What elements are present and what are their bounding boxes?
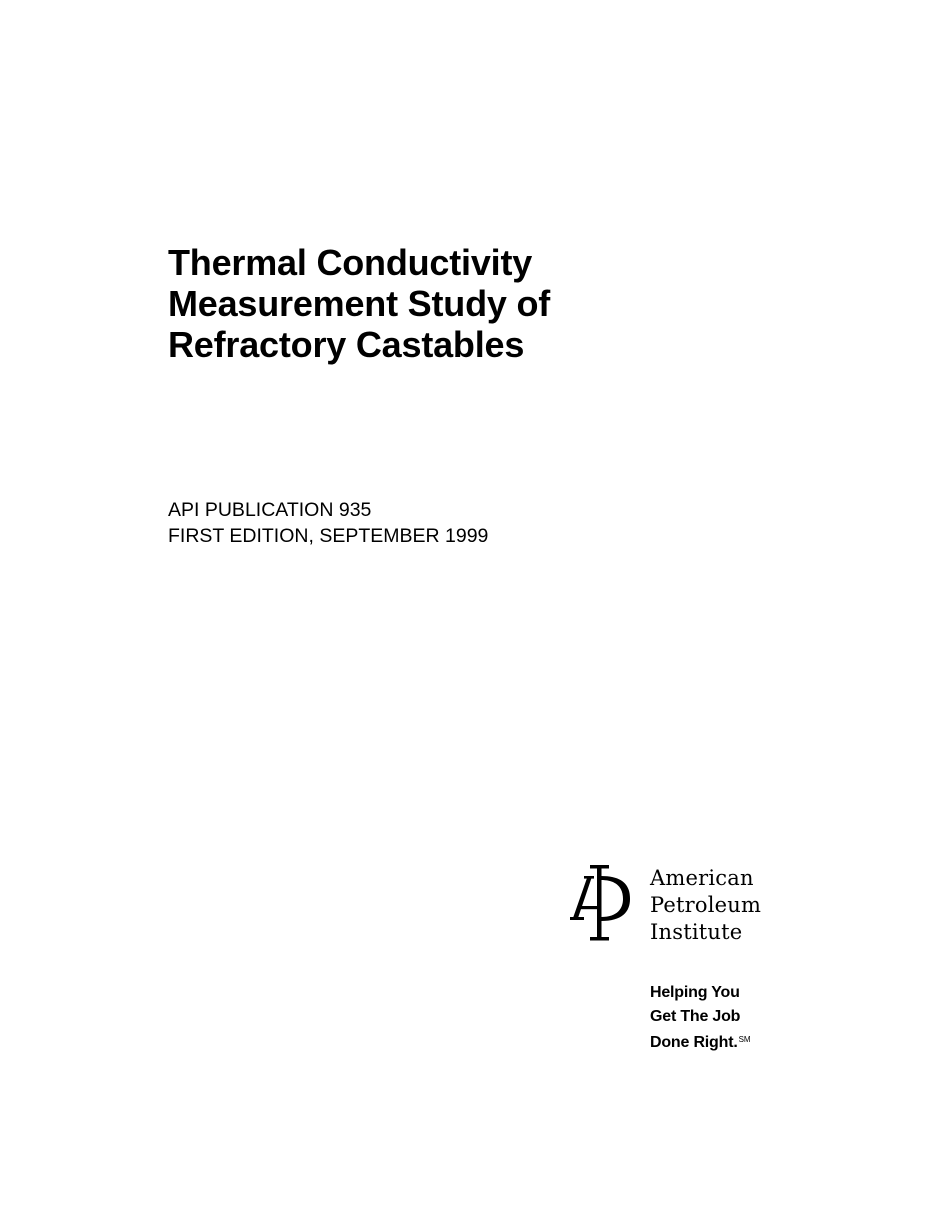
publisher-name	[650, 865, 850, 946]
tagline-line-3-text: Done Right.	[650, 1034, 738, 1051]
title-line-3: Refractory Castables	[168, 324, 525, 365]
tagline-line-2: Get The Job	[650, 1007, 741, 1025]
tagline-line-3	[650, 1028, 850, 1055]
title-line-2: Measurement Study of	[168, 283, 551, 324]
title-line-1: Thermal Conductivity	[168, 242, 533, 283]
publisher-tagline	[650, 981, 850, 1055]
service-mark: SM	[738, 1035, 751, 1044]
api-logo-icon	[568, 862, 634, 944]
edition-date: FIRST EDITION, SEPTEMBER 1999	[168, 525, 489, 547]
publisher-name-line-3: Institute	[650, 920, 743, 944]
publisher-name-line-1: American	[650, 866, 754, 890]
tagline-line-1: Helping You	[650, 984, 740, 1001]
publication-info	[168, 497, 668, 549]
publication-number: API PUBLICATION 935	[168, 499, 372, 521]
document-title	[168, 242, 688, 365]
publisher-name-line-2: Petroleum	[650, 893, 762, 917]
